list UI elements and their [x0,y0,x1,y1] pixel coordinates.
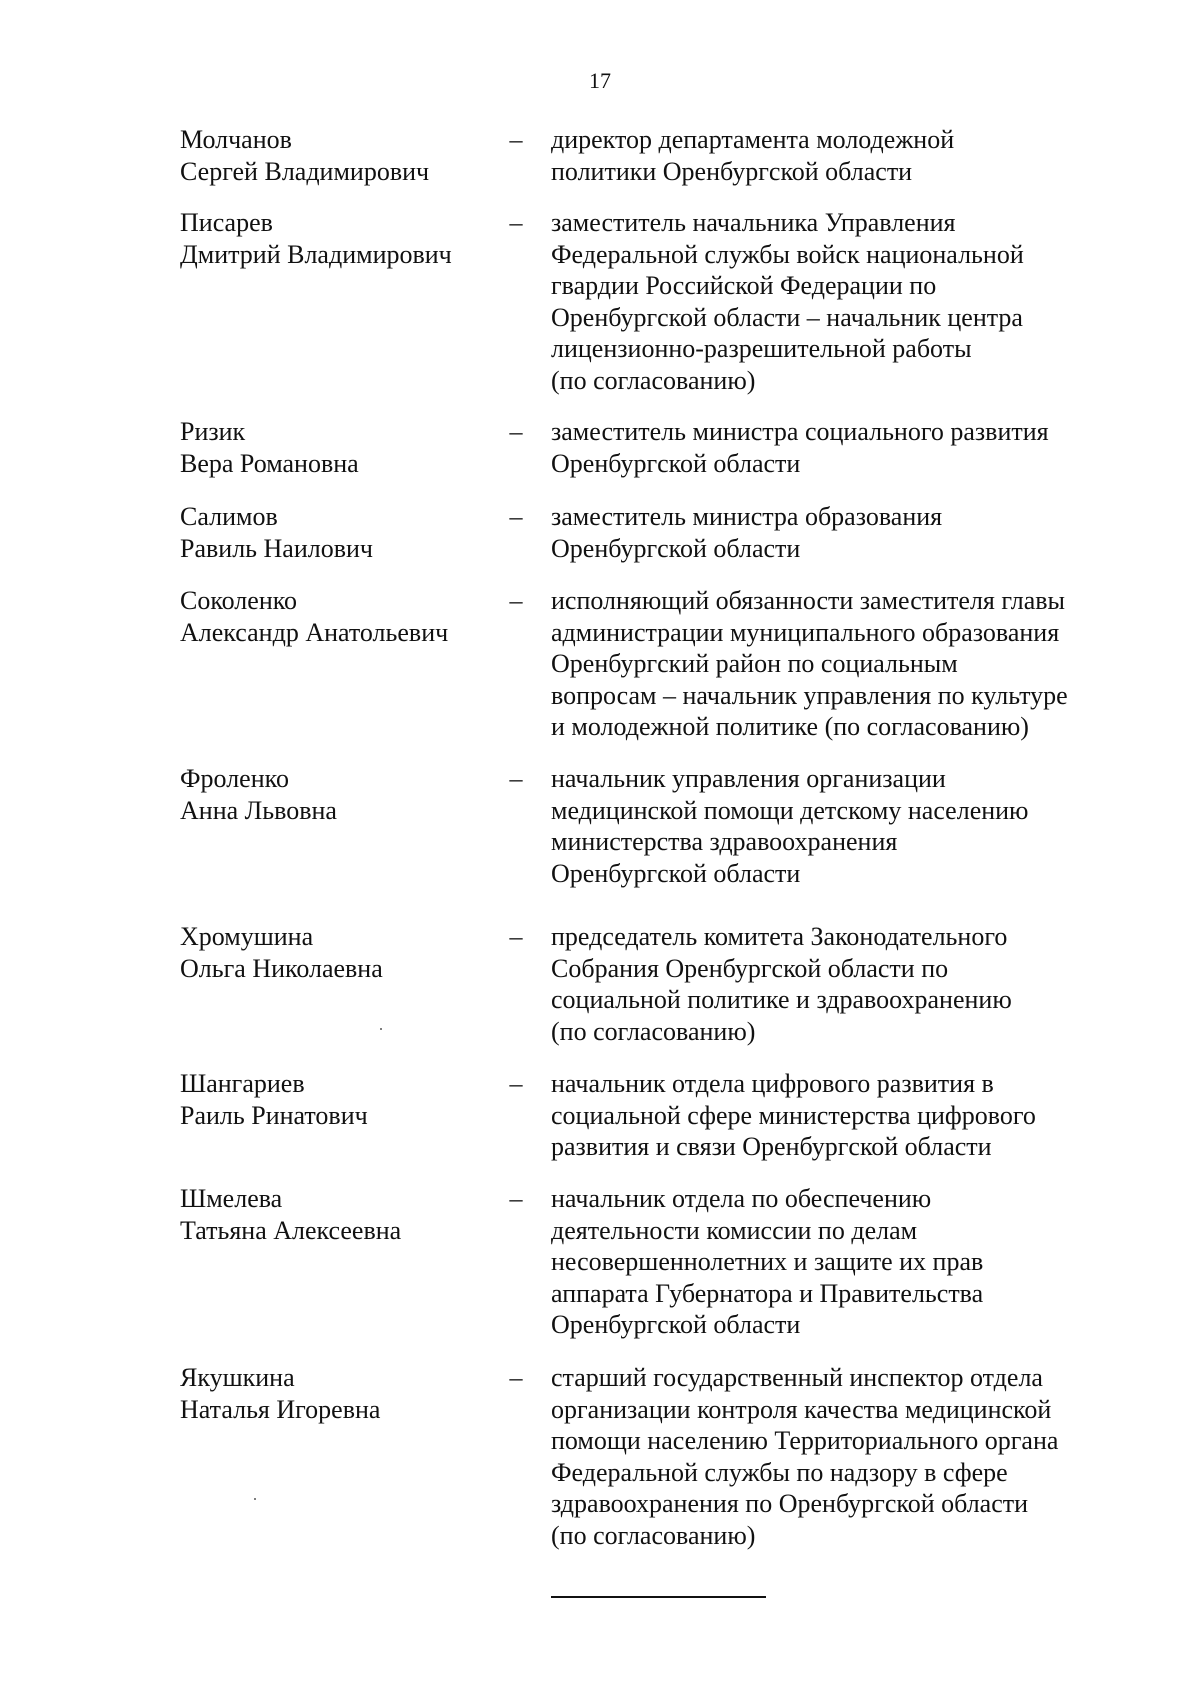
role-line: и молодежной политике (по согласованию) [551,712,1029,741]
member-given-name: Равиль Наилович [180,533,373,563]
member-given-name: Наталья Игоревна [180,1394,381,1424]
role-line: председатель комитета Законодательного [551,922,1008,951]
member-role [551,1183,1131,1341]
role-line: несовершеннолетних и защите их прав [551,1247,984,1276]
separator-dash: – [509,502,523,531]
scan-speck [380,1028,382,1030]
member-surname: Шангариев [180,1069,305,1098]
role-line: вопросам – начальник управления по культуре [551,680,1068,710]
role-line: Оренбургской области – начальник центра [551,302,1023,332]
role-line: аппарата Губернатора и Правительства [551,1278,984,1308]
member-name [180,124,480,187]
end-rule [551,1596,766,1598]
separator-dash: – [509,417,523,446]
member-given-name: Татьяна Алексеевна [180,1215,402,1245]
role-line: помощи населению Территориального органа [551,1426,1059,1455]
member-surname: Фроленко [180,764,289,793]
role-line: медицинской помощи детскому населению [551,795,1029,825]
role-line: здравоохранения по Оренбургской области [551,1489,1029,1518]
member-surname: Писарев [180,208,273,237]
role-line: (по согласованию) [551,365,756,395]
member-name [180,1068,480,1131]
scan-speck [254,1498,256,1500]
role-line: заместитель министра образования [551,502,943,531]
role-line: администрации муниципального образования [551,617,1060,647]
role-line: социальной политике и здравоохранению [551,985,1012,1014]
member-role [551,1068,1131,1163]
member-surname: Салимов [180,502,278,531]
role-line: Федеральной службы войск национальной [551,239,1024,269]
separator-dash: – [509,922,523,951]
role-line: Оренбургский район по социальным [551,649,958,678]
role-line: министерства здравоохранения [551,827,898,856]
member-name [180,921,480,984]
member-given-name: Ольга Николаевна [180,953,383,983]
role-line: Оренбургской области [551,533,801,563]
member-surname: Хромушина [180,922,314,951]
member-given-name: Александр Анатольевич [180,617,449,647]
role-line: Оренбургской области [551,448,801,478]
role-line: исполняющий обязанности заместителя главы [551,586,1065,615]
member-given-name: Сергей Владимирович [180,156,430,186]
role-line: начальник управления организации [551,764,946,793]
role-line: (по согласованию) [551,1016,756,1046]
separator-dash: – [509,1363,523,1392]
member-surname: Якушкина [180,1363,295,1392]
role-line: директор департамента молодежной [551,125,955,154]
separator-dash: – [509,208,523,237]
role-line: заместитель министра социального развития [551,417,1049,446]
separator-dash: – [509,1069,523,1098]
member-role [551,921,1131,1047]
member-role [551,501,1131,564]
separator-dash: – [509,125,523,154]
member-name [180,1362,480,1425]
role-line: Федеральной службы по надзору в сфере [551,1457,1008,1487]
separator-dash: – [509,586,523,615]
role-line: лицензионно-разрешительной работы [551,334,972,363]
member-surname: Соколенко [180,586,298,615]
member-role [551,1362,1131,1551]
member-given-name: Дмитрий Владимирович [180,239,452,269]
role-line: гвардии Российской Федерации по [551,271,937,300]
role-line: деятельности комиссии по делам [551,1215,918,1245]
role-line: организации контроля качества медицинской [551,1394,1052,1424]
member-given-name: Анна Львовна [180,795,337,825]
role-line: политики Оренбургской области [551,156,913,186]
role-line: развития и связи Оренбургской области [551,1132,992,1161]
role-line: Собрания Оренбургской области по [551,953,949,983]
separator-dash: – [509,1184,523,1213]
page-number: 17 [589,68,611,93]
role-line: Оренбургской области [551,858,801,888]
member-name [180,585,480,648]
member-role [551,585,1131,743]
member-role [551,124,1131,187]
member-name [180,207,480,270]
role-line: старший государственный инспектор отдела [551,1363,1043,1392]
role-line: Оренбургской области [551,1310,801,1339]
member-surname: Ризик [180,417,246,446]
role-line: заместитель начальника Управления [551,208,956,237]
member-name [180,763,480,826]
member-surname: Шмелева [180,1184,283,1213]
role-line: (по согласованию) [551,1520,756,1550]
role-line: начальник отдела по обеспечению [551,1184,932,1213]
member-name [180,416,480,479]
member-name [180,1183,480,1246]
member-name [180,501,480,564]
member-role [551,207,1131,396]
member-given-name: Вера Романовна [180,448,359,478]
separator-dash: – [509,764,523,793]
role-line: начальник отдела цифрового развития в [551,1069,994,1098]
member-role [551,416,1131,479]
role-line: социальной сфере министерства цифрового [551,1100,1036,1130]
member-surname: Молчанов [180,125,292,154]
member-role [551,763,1131,889]
member-given-name: Раиль Ринатович [180,1100,368,1130]
